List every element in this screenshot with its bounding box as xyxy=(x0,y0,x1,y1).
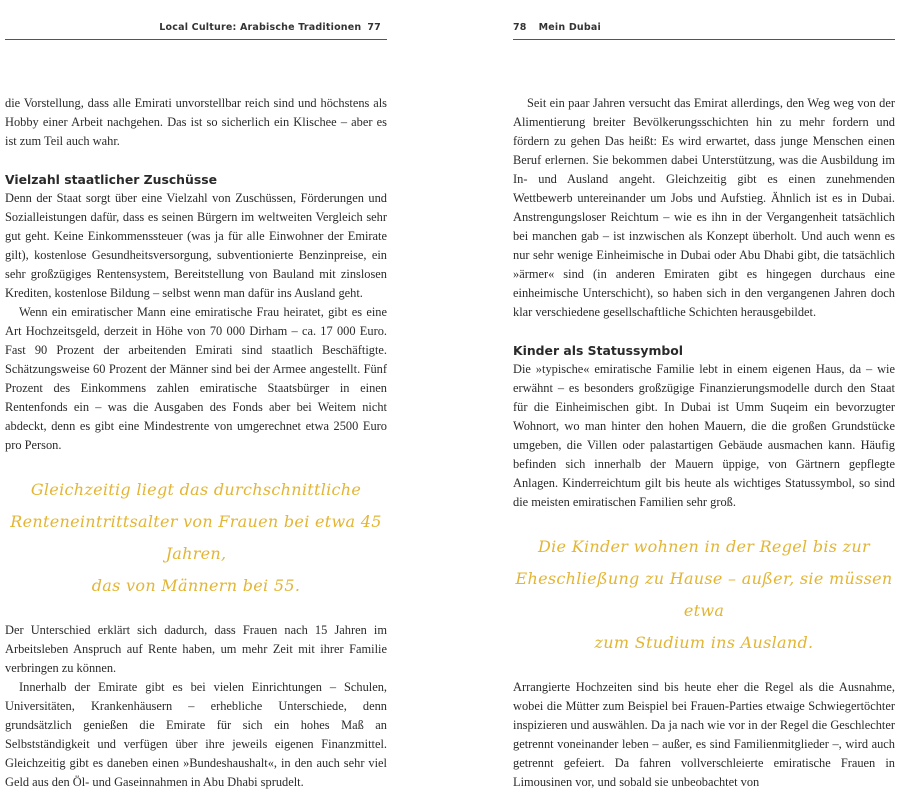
left-page-body xyxy=(5,94,387,792)
paragraph-hochzeiten: Arrangierte Hochzeiten sind bis heute eher die Regel als die Ausnahme, wobei die Mütter zum Beispiel bei Frauen-Parties etwaige Schwiegertöchter inspizieren und auswählen. Da ja nach wie vor in der Regel die Geschlechter getrennt voneinander leben – außer, es sind Familienmitglieder –, wird auch getrennt gefeiert. Da fahren vollverschleierte emiratische Frauen in Limousinen vor, und sobald sie unbeobachtet von xyxy=(513,680,895,789)
paragraph-unterschied: Der Unterschied erklärt sich dadurch, dass Frauen nach 15 Jahren im Arbeitsleben Anspruch auf Rente haben, um mehr Zeit mit ihrer Familie verbringen zu können. xyxy=(5,623,387,675)
pull-quote-left xyxy=(5,474,387,602)
section-heading-zuschuesse: Vielzahl staatlicher Zuschüsse xyxy=(5,172,217,187)
running-header-left xyxy=(5,22,387,33)
paragraph-familie: Die »typische« emiratische Familie lebt in einem eigenen Haus, da – wie erwähnt – es besonders großzügige Finanzierungsmodelle durch den Staat für die Einheimischen gibt. In Dubai ist Umm Suqeim ein bevorzugter Wohnort, wo man hinter den hohen Mauern, die die großen Grundstücke umgeben, die Villen oder palastartigen Gebäude ausmachen kann. Häufig befinden sich innerhalb der Mauern üppige, von Gärtnern gepflegte Anlagen. Kinderreichtum gilt bis heute als wichtiges Statussymbol, so sind die meisten emiratischen Familien sehr groß. xyxy=(513,362,895,509)
pull-quote-line: Gleichzeitig liegt das durchschnittliche xyxy=(30,480,362,499)
header-rule xyxy=(5,39,387,40)
section-heading-kinder: Kinder als Statussymbol xyxy=(513,343,683,358)
pull-quote-line: Die Kinder wohnen in der Regel bis zur xyxy=(538,537,870,556)
pull-quote-line: Eheschließung zu Hause – außer, sie müssen etwa xyxy=(515,569,893,620)
page-number: 77 xyxy=(367,22,381,33)
pull-quote-right xyxy=(513,531,895,659)
running-header-right xyxy=(513,22,895,33)
pull-quote-line: zum Studium ins Ausland. xyxy=(594,633,814,652)
paragraph-emiratisierung: Seit ein paar Jahren versucht das Emirat allerdings, den Weg weg von der Alimentierung breiter Bevölkerungsschichten hin zu mehr fordern und fördern zu gehen Das heißt: Es wird erwartet, dass junge Menschen einen Beruf erlernen. Sie bekommen dabei Unterstützung, was die Ausbildung im In- und Ausland angeht. Gleichzeitig gibt es einen zunehmenden Wettbewerb untereinander um Jobs und Aufstieg. Ähnlich ist es in Dubai. Anstrengungsloser Reichtum – wie es ihn in der Vergangenheit tatsächlich bei manchen gab – ist inzwischen als Konzept überholt. Und auch wenn es nur sehr wenige Einheimische in Dubai oder Abu Dhabi gibt, die tatsächlich »ärmer« sind (in anderen Emiraten gibt es hingegen durchaus eine einheimische Unterschicht), so haben sich in den vergangenen Jahren doch klar verschiedene gesellschaftliche Schichten herausgebildet. xyxy=(513,96,895,319)
left-page xyxy=(5,0,387,789)
paragraph-intro: die Vorstellung, dass alle Emirati unvorstellbar reich sind und höchstens als Hobby einer Arbeit nachgehen. Das ist so sicherlich ein Klischee – aber es ist zum Teil auch wahr. xyxy=(5,96,387,148)
header-title: Mein Dubai xyxy=(538,22,601,33)
page-number: 78 xyxy=(513,22,527,33)
paragraph-staat: Denn der Staat sorgt über eine Vielzahl von Zuschüssen, Förderungen und Sozialleistungen dafür, dass es seinen Bürgern im weltweiten Vergleich sehr gut geht. Keine Einkommenssteuer (was ja für alle Einwohner der Emirate gilt), kostenlose Gesundheitsversorgung, subventionierte Benzinpreise, ein sehr großzügiges Rentensystem, Bereitstellung von Bauland mit zinslosen Krediten, kostenlose Bildung – selbst wenn man dafür ins Ausland geht. xyxy=(5,191,387,300)
pull-quote-line: Renteneintrittsalter von Frauen bei etwa 45 Jahren, xyxy=(10,512,382,563)
pull-quote-line: das von Männern bei 55. xyxy=(91,576,301,595)
paragraph-innerhalb: Innerhalb der Emirate gibt es bei vielen Einrichtungen – Schulen, Universitäten, Krankenhäusern – erhebliche Unterschiede, denn grundsätzlich genießen die Emirate für sich ein hohes Maß an Selbstständigkeit und verfügen über ihre jeweils eigenen Finanzmittel. Gleichzeitig gibt es daneben einen »Bundeshaushalt«, in den auch sehr viel Geld aus den Öl- und Gaseinnahmen in Abu Dhabi sprudelt. xyxy=(5,680,387,789)
right-page-body xyxy=(513,94,895,792)
header-rule xyxy=(513,39,895,40)
right-page xyxy=(513,0,895,789)
header-title: Local Culture: Arabische Traditionen xyxy=(159,22,362,33)
paragraph-heirat: Wenn ein emiratischer Mann eine emiratische Frau heiratet, gibt es eine Art Hochzeitsgeld, derzeit in Höhe von 70 000 Dirham – ca. 17 000 Euro. Fast 90 Prozent der arbeitenden Emirati sind staatlich Beschäftigte. Schätzungsweise 60 Prozent der Männer sind bei der Armee angestellt. Fünf Prozent des Einkommens zahlen emiratische Staatsbürger in einen Rentenfonds ein – was die Ausgaben des Fonds aber bei Weitem nicht abdeckt, denn es gibt eine Mindestrente von umgerechnet etwa 2500 Euro pro Person. xyxy=(5,305,387,452)
